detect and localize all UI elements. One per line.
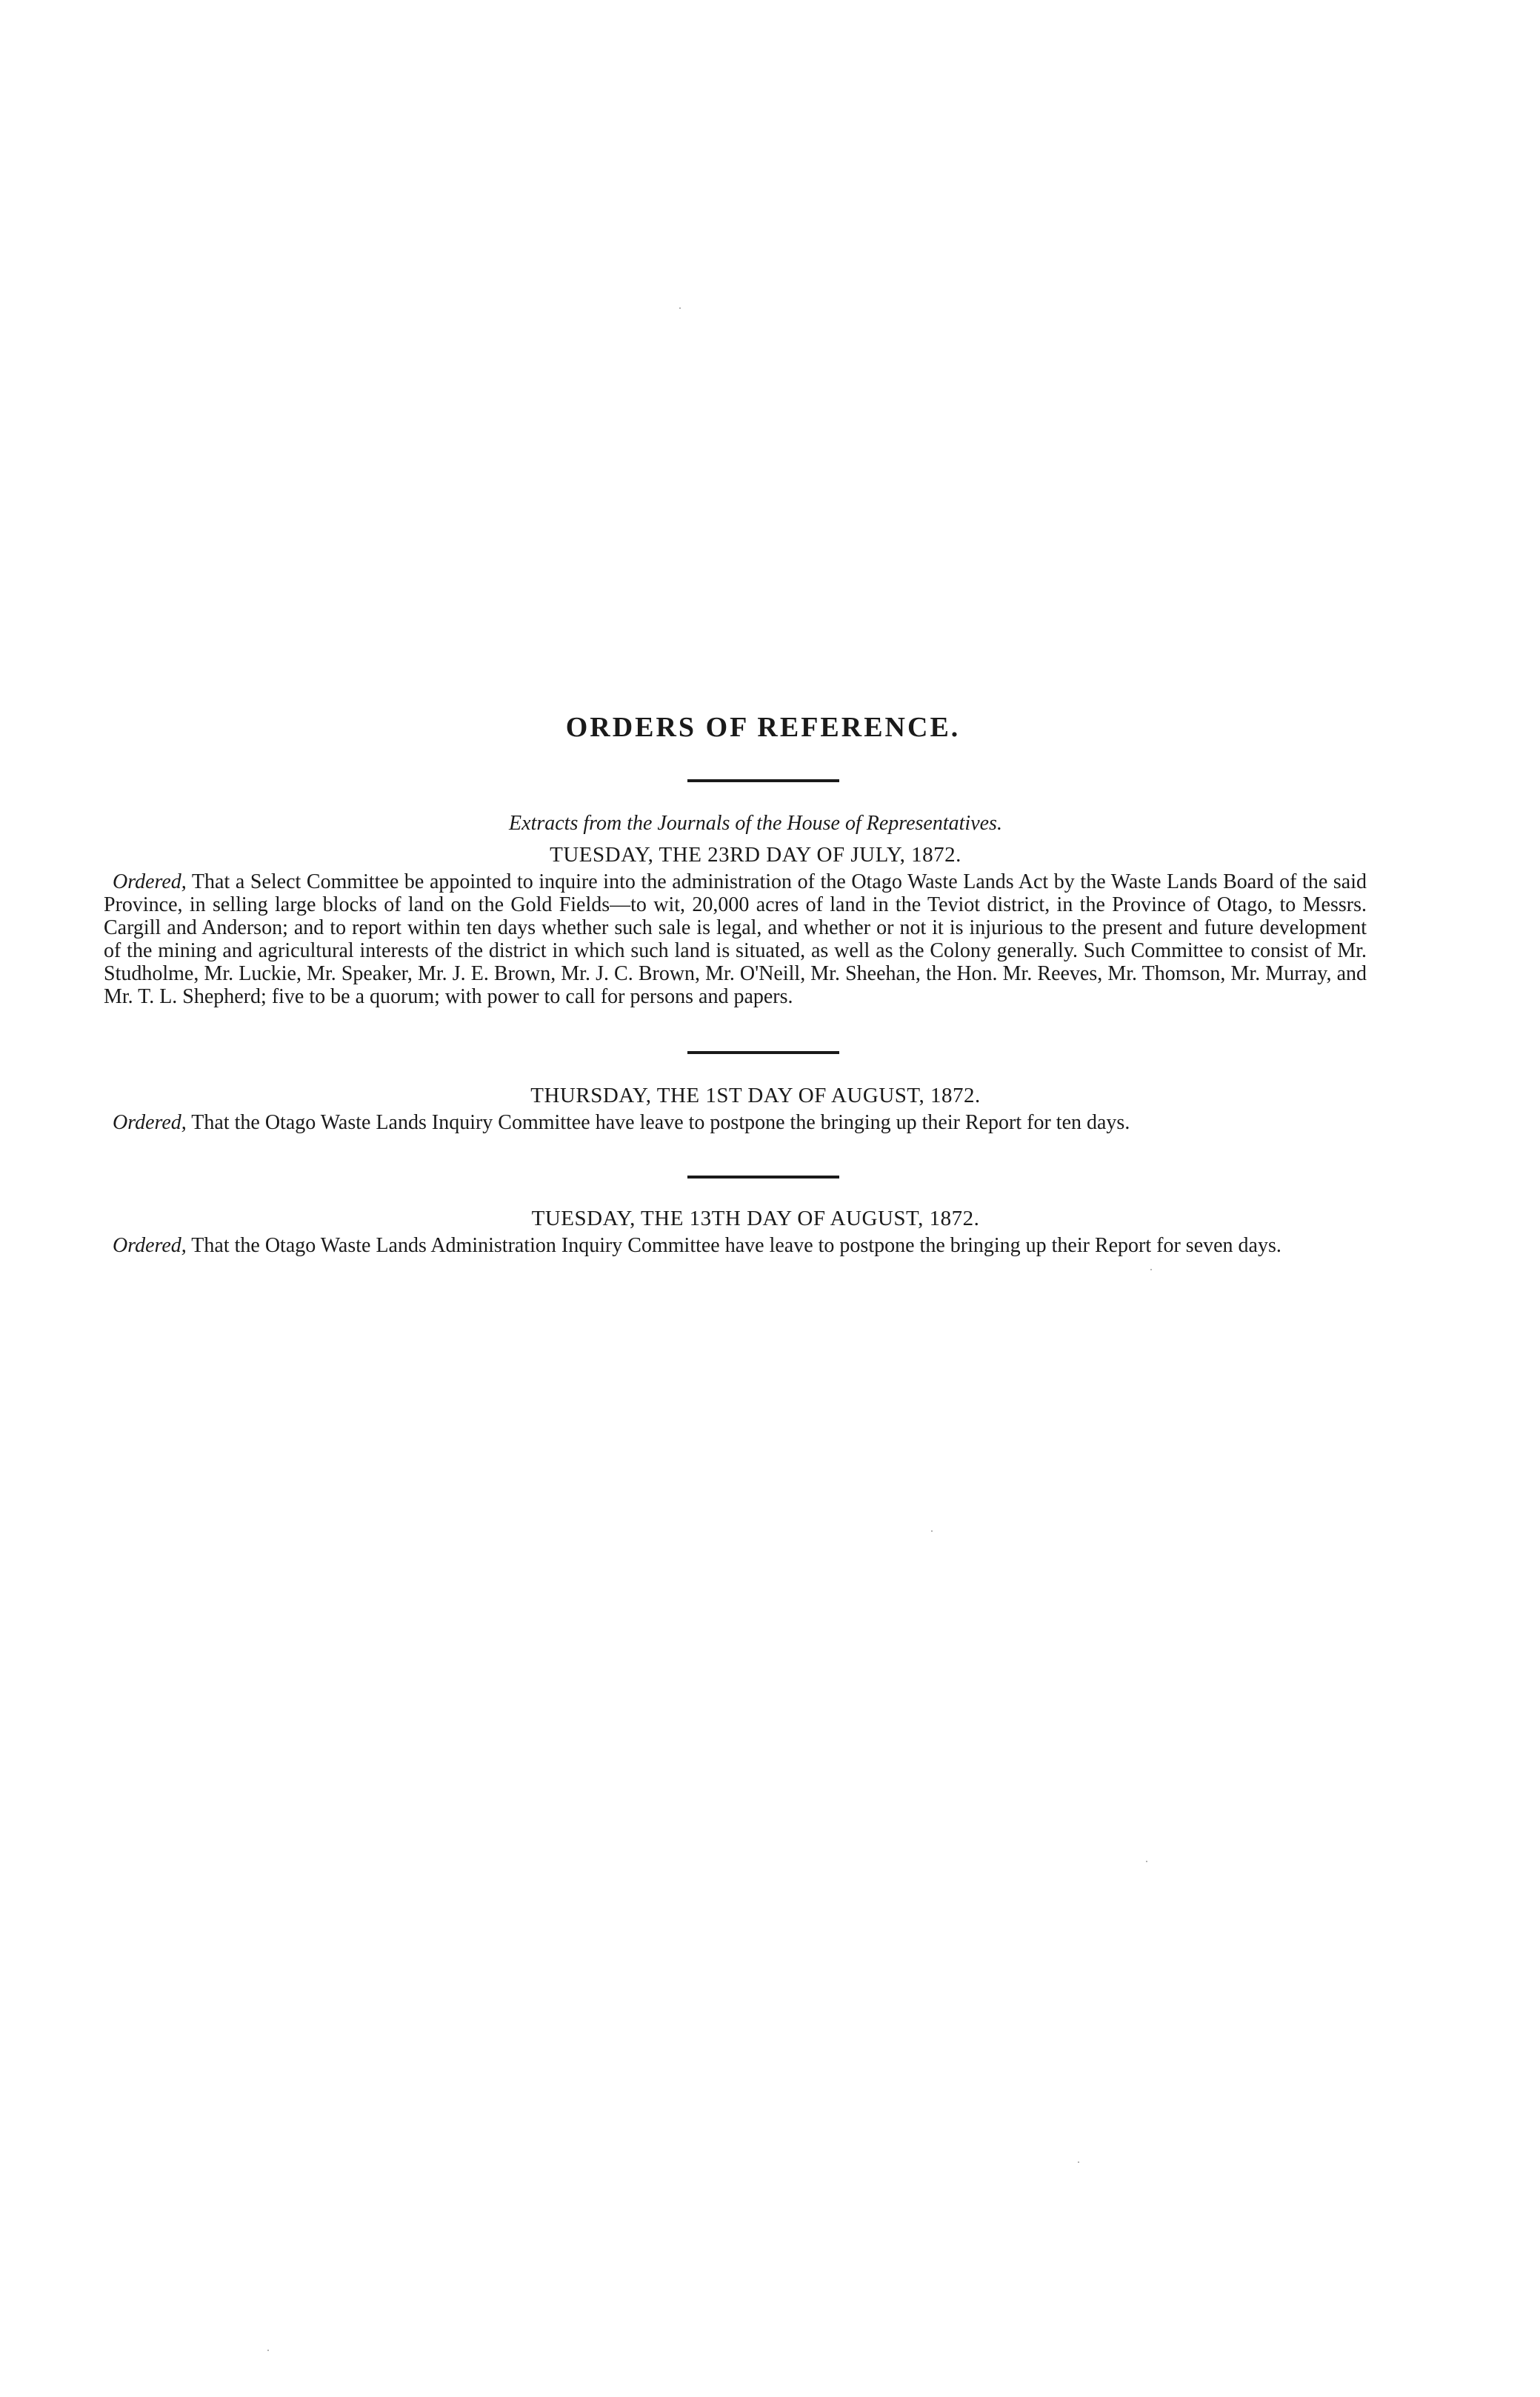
order-text: That the Otago Waste Lands Inquiry Committee have leave to postpone the bringing up their Report for ten days. [191, 1111, 1130, 1134]
order-text: That the Otago Waste Lands Administration Inquiry Committee have leave to postpone the bringing up their Report for seven days. [191, 1234, 1281, 1257]
page-title: ORDERS OF REFERENCE. [565, 712, 961, 743]
print-speck [931, 1530, 933, 1532]
order-paragraph [104, 1111, 1367, 1134]
entry-date [104, 1084, 1378, 1108]
entry-date-text: TUESDAY, THE 13TH DAY OF AUGUST, 1872. [531, 1207, 980, 1230]
orders-of-reference [104, 711, 1378, 1257]
print-speck [1146, 1861, 1147, 1862]
print-speck [1078, 2161, 1079, 2163]
journal-extract-subtitle: Extracts from the Journals of the House of Representatives. [509, 812, 1002, 835]
order-paragraph [104, 870, 1367, 1008]
entry-date [104, 1207, 1378, 1231]
order-lead: Ordered, [113, 870, 187, 893]
section-divider [687, 779, 839, 782]
section-divider [687, 1051, 839, 1054]
print-speck [267, 2350, 269, 2351]
section-divider [687, 1176, 839, 1179]
order-paragraph [104, 1234, 1367, 1257]
print-speck [1150, 1269, 1152, 1270]
entry-date [104, 843, 1378, 867]
order-lead: Ordered, [113, 1111, 187, 1134]
order-text: That a Select Committee be appointed to inquire into the administration of the Otago Waste Lands Act by the Waste Lands Board of the said Province, in selling large blocks of land on the Gold Fields—to wit, 20,000 acres of land in the Teviot district, in the Province of Otago, to Messrs. Cargill and Anderson; and to report within ten days whether such sale is legal, and whether or not it is injurious to the present and future development of the mining and agricultural interests of the district in which such land is situated, as well as the Colony generally. Such Committee to consist of Mr. Studholme, Mr. Luckie, Mr. Speaker, Mr. J. E. Brown, Mr. J. C. Brown, Mr. O'Neill, Mr. Sheehan, the Hon. Mr. Reeves, Mr. Thomson, Mr. Murray, and Mr. T. L. Shepherd; five to be a quorum; with power to call for persons and papers. [104, 870, 1367, 1008]
print-speck [679, 307, 681, 309]
entry-date-text: TUESDAY, THE 23RD DAY OF JULY, 1872. [550, 843, 961, 867]
entry-date-text: THURSDAY, THE 1ST DAY OF AUGUST, 1872. [530, 1084, 981, 1107]
order-lead: Ordered, [113, 1234, 187, 1257]
